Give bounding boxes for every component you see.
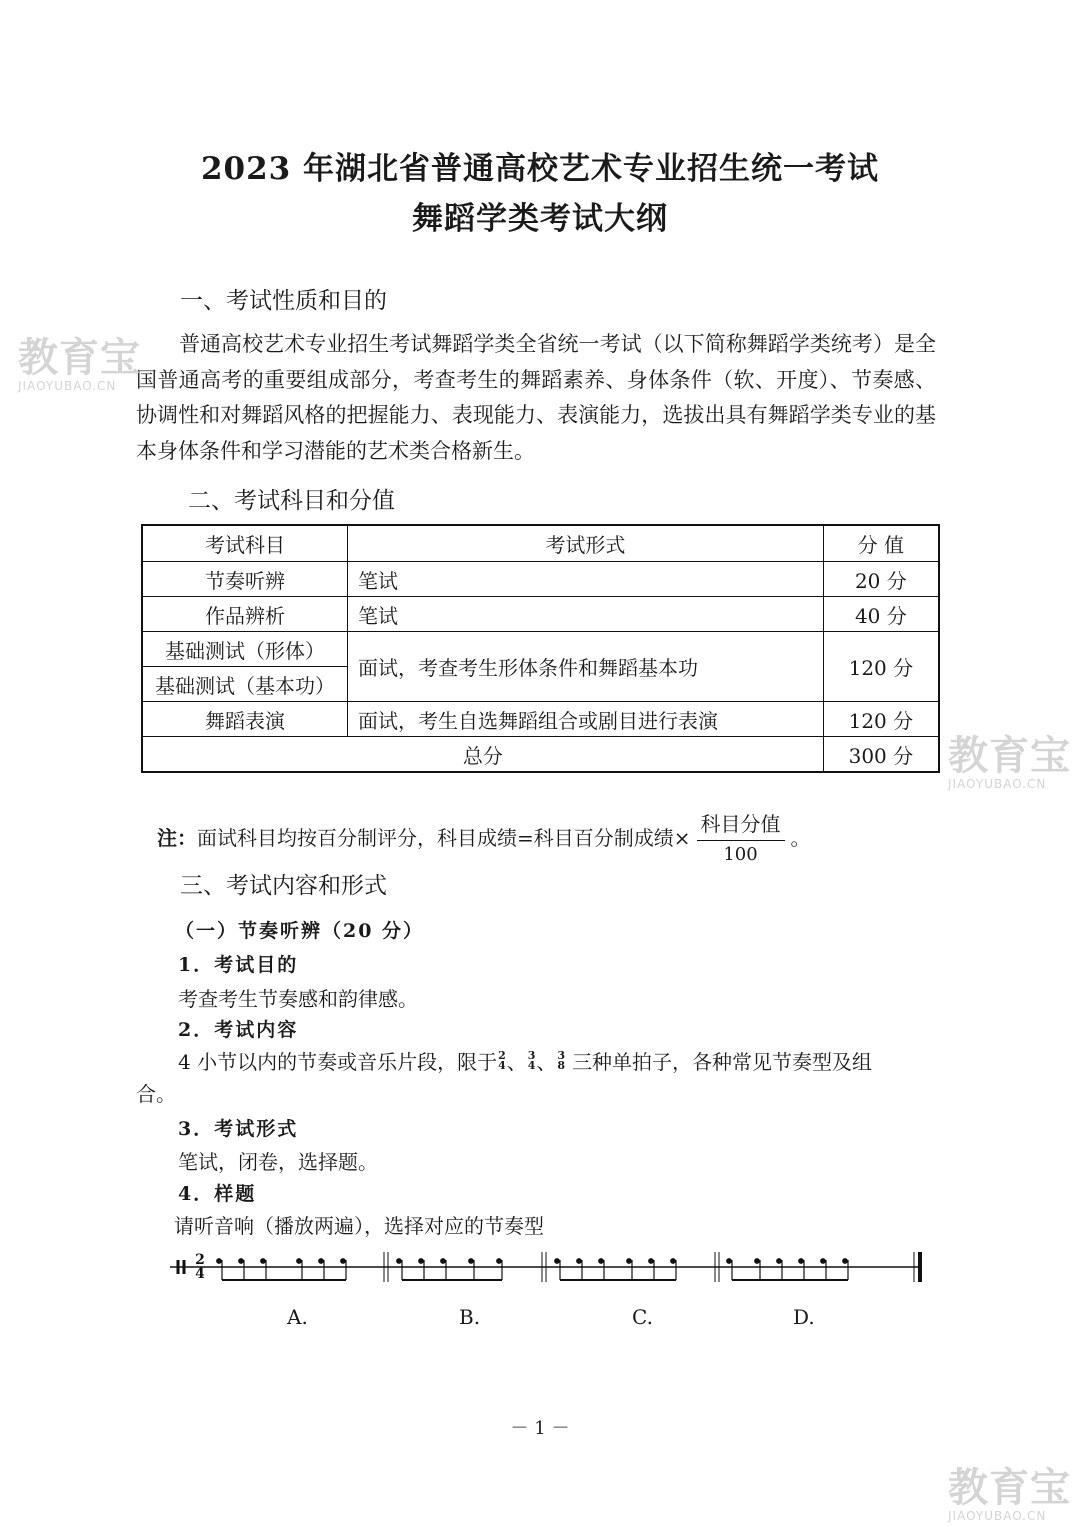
option-b: B. <box>459 1305 481 1329</box>
item2-text-a: 4 小节以内的节奏或音乐片段，限于 <box>178 1050 498 1074</box>
time-signature-3-8 <box>557 1048 566 1072</box>
rhythm-notes <box>217 1259 848 1280</box>
option-d: D. <box>793 1305 815 1329</box>
total-label: 总分 <box>142 737 823 773</box>
cell-subject: 基础测试（形体） <box>142 632 348 667</box>
table-header-row <box>142 525 939 562</box>
subsection-title: （一）节奏听辨（20 分） <box>175 920 425 942</box>
note-head <box>397 1259 402 1264</box>
note-head <box>821 1259 826 1264</box>
table-row <box>142 702 939 737</box>
fraction-denominator: 100 <box>723 844 758 865</box>
rhythm-staff <box>170 1244 930 1290</box>
watermark <box>18 326 141 393</box>
note-head <box>497 1259 502 1264</box>
fraction-numerator: 科目分值 <box>697 808 785 841</box>
table-row <box>142 597 939 632</box>
note-head <box>627 1259 632 1264</box>
cell-form: 笔试 <box>348 562 824 597</box>
cell-subject: 作品辨析 <box>142 597 348 632</box>
cell-form: 面试，考生自选舞蹈组合或剧目进行表演 <box>348 702 824 737</box>
cell-score: 20 分 <box>823 562 939 597</box>
option-c: C. <box>632 1305 653 1329</box>
score-note <box>157 808 811 865</box>
note-head <box>319 1259 324 1264</box>
note-head <box>671 1259 676 1264</box>
separator: 、 <box>506 1050 527 1074</box>
item2-text <box>178 1046 872 1075</box>
time-signature-2-4 <box>498 1048 506 1072</box>
ts-top: 3 <box>527 1048 536 1062</box>
score-table <box>141 524 940 773</box>
header-subject: 考试科目 <box>142 525 348 562</box>
item4-title: 4．样题 <box>178 1183 257 1205</box>
table-row <box>142 632 939 667</box>
note-head <box>469 1259 474 1264</box>
note-end: 。 <box>790 826 811 850</box>
cell-form: 面试，考查考生形体条件和舞蹈基本功 <box>348 632 824 702</box>
watermark-text: 教育宝 <box>18 335 141 381</box>
watermark-url: JIAOYUBAO.CN <box>948 1509 1047 1523</box>
ts-bottom: 4 <box>527 1058 536 1072</box>
cell-score: 120 分 <box>823 632 939 702</box>
note-head <box>599 1259 604 1264</box>
note-head <box>419 1259 424 1264</box>
note-head <box>649 1259 654 1264</box>
watermark <box>948 1456 1071 1523</box>
note-text: 面试科目均按百分制评分，科目成绩=科目百分制成绩× <box>197 826 691 850</box>
note-head <box>297 1259 302 1264</box>
staff-ts-bottom: 4 <box>195 1266 205 1282</box>
table-row <box>142 562 939 597</box>
page-number: － 1 － <box>510 1418 570 1439</box>
item2-text-b: 三种单拍子，各种常见节奏型及组 <box>572 1050 873 1074</box>
cell-score: 40 分 <box>823 597 939 632</box>
item1-text: 考查考生节奏感和韵律感。 <box>178 987 418 1011</box>
note-head <box>799 1259 804 1264</box>
option-a: A. <box>287 1305 308 1329</box>
note-head <box>727 1259 732 1264</box>
watermark <box>948 724 1071 791</box>
cell-subject: 节奏听辨 <box>142 562 348 597</box>
item3-text: 笔试，闭卷，选择题。 <box>178 1150 378 1174</box>
section1-heading: 一、考试性质和目的 <box>180 288 387 314</box>
note-head <box>555 1259 560 1264</box>
item2-title: 2．考试内容 <box>178 1019 299 1041</box>
note-head <box>843 1259 848 1264</box>
item4-text: 请听音响（播放两遍），选择对应的节奏型 <box>174 1214 544 1238</box>
header-form: 考试形式 <box>348 525 824 562</box>
note-head <box>261 1259 266 1264</box>
cell-form: 笔试 <box>348 597 824 632</box>
note-head <box>239 1259 244 1264</box>
cell-subject: 基础测试（基本功） <box>142 667 348 702</box>
staff-ts-top: 2 <box>195 1252 205 1268</box>
ts-bottom: 4 <box>498 1058 506 1072</box>
note-head <box>577 1259 582 1264</box>
note-head <box>341 1259 346 1264</box>
fraction <box>697 808 785 865</box>
time-signature-3-4 <box>527 1048 536 1072</box>
ts-bottom: 8 <box>557 1058 566 1072</box>
watermark-url: JIAOYUBAO.CN <box>948 777 1047 791</box>
note-head <box>777 1259 782 1264</box>
table-total-row <box>142 737 939 773</box>
document-title: 2023 年湖北省普通高校艺术专业招生统一考试 <box>200 151 880 187</box>
ts-top: 3 <box>557 1048 566 1062</box>
item3-title: 3．考试形式 <box>178 1118 299 1140</box>
watermark-text: 教育宝 <box>948 733 1071 779</box>
note-prefix: 注： <box>157 826 197 850</box>
separator: 、 <box>536 1050 557 1074</box>
header-score: 分 值 <box>823 525 939 562</box>
note-head <box>441 1259 446 1264</box>
section3-heading: 三、考试内容和形式 <box>180 873 387 899</box>
item1-title: 1．考试目的 <box>178 954 299 976</box>
item2-text-cont: 合。 <box>136 1082 176 1106</box>
document-subtitle: 舞蹈学类考试大纲 <box>412 201 668 237</box>
watermark-url: JIAOYUBAO.CN <box>18 379 117 393</box>
watermark-text: 教育宝 <box>948 1465 1071 1511</box>
total-score: 300 分 <box>823 737 939 773</box>
section2-heading: 二、考试科目和分值 <box>188 488 395 514</box>
section1-body: 普通高校艺术专业招生考试舞蹈学类全省统一考试（以下简称舞蹈学类统考）是全国普通高考的重要组成部分，考查考生的舞蹈素养、身体条件（软、开度）、节奏感、协调性和对舞蹈风格的把握能力、表现能力、表演能力，选拔出具有舞蹈学类专业的基本身体条件和学习潜能的艺术类合格新生。 <box>136 332 936 463</box>
note-head <box>755 1259 760 1264</box>
ts-top: 2 <box>498 1048 506 1062</box>
note-head <box>217 1259 222 1264</box>
cell-score: 120 分 <box>823 702 939 737</box>
cell-subject: 舞蹈表演 <box>142 702 348 737</box>
